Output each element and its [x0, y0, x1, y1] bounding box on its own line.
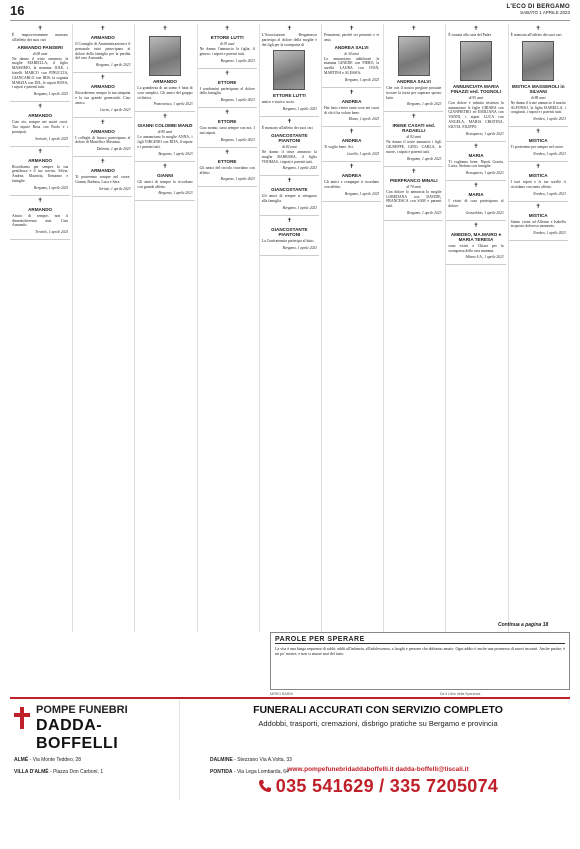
address-street: - Piazza Don Carboni, 1: [50, 769, 104, 775]
cross-icon: ✝: [411, 26, 417, 32]
ad-address: [14, 756, 81, 765]
notice-body: Gli amici del circolo ricordano con affetto.: [199, 165, 255, 175]
deceased-name: ANDREA: [341, 173, 362, 179]
deceased-name: MISTICA: [528, 172, 548, 178]
notice-body: Il Consiglio di Amministrazione e il personale tutto partecipano al dolore della famiglia per la perdita del caro Armando.: [75, 42, 131, 61]
deceased-age: di 92 anni: [406, 135, 422, 140]
obituary-column: [508, 24, 568, 632]
deceased-age: di 80 anni: [157, 130, 173, 135]
ad-address: [210, 768, 289, 777]
notice-place-date: Brusaporto, 1 aprile 2023: [466, 171, 504, 176]
notice-body: Gli amici e compagni ti ricordano con affetto.: [324, 180, 380, 189]
notice-body: sono vicini a Chiara per la scomparsa della cara mamma.: [448, 243, 504, 253]
cross-icon: ✝: [286, 178, 292, 185]
notice-place-date: Curno, 1 aprile 2023: [100, 107, 131, 112]
obituary-notice: [135, 112, 194, 161]
obituary-notice: [446, 221, 505, 266]
notice-body: Amico di sempre, non ti dimenticheremo mai. Ciao Armando.: [12, 213, 69, 228]
obituary-notice: [322, 24, 381, 88]
notice-body: I vicini di casa partecipano al dolore.: [448, 199, 504, 208]
deceased-name: GIANNI: [156, 172, 174, 178]
notice-place-date: Bergamo, 1 aprile 2023: [220, 137, 255, 142]
notice-body: I colleghi di lavoro partecipano al dolore di Mariella e Massimo.: [75, 135, 131, 145]
notice-body: Gli amici di sempre lo ricordano con grande affetto.: [137, 179, 193, 189]
parole-text: La vita è una lunga sequenza di addii: addii all'infanzia, all'adolescenza, a luoghi e persone che abbiamo amato. Ogni addio è anche una promessa di nuovi incontri. Anche partire, è un po' morire, e non si muore mai del tutto.: [275, 646, 565, 656]
cross-icon: ✝: [224, 26, 230, 32]
ad-website[interactable]: www.pompefunebridaddaboffelli.it dadda-boffelli@tiscali.it: [287, 766, 469, 773]
cross-icon: ✝: [100, 26, 106, 32]
notice-body: Ti porteremo per sempre nel cuore.: [510, 145, 565, 150]
cross-icon: ✝: [162, 26, 168, 32]
obituary-notice: [73, 73, 132, 117]
cross-icon: ✝: [473, 143, 479, 150]
address-street: - Via Monte Teddeo, 28: [29, 757, 82, 763]
obituary-notice: [73, 118, 132, 158]
address-city: DALMINE: [210, 757, 233, 763]
funeral-home-ad: [10, 700, 570, 842]
notice-intro: È tornata alla casa del Padre: [448, 33, 492, 37]
deceased-name: MISTICA: [528, 138, 548, 144]
notice-body: Siamo vicini ad Alfonso e Isabella in questo doloroso momento.: [510, 219, 566, 229]
deceased-name: ARMANDO: [28, 206, 53, 212]
address-street: - Via Lega Lombarda, 64: [233, 769, 289, 775]
notice-place-date: Bergamo, 1 aprile 2023: [158, 151, 193, 156]
deceased-age: di 95 anni: [468, 95, 484, 100]
notice-body: Lo annunciano la moglie ANNA, i figli VIRGINIO con RITA, il nipote e i parenti tutti.: [137, 135, 193, 149]
obituary-notice: [135, 162, 194, 202]
cross-icon: ✝: [162, 163, 168, 170]
notice-place-date: Nembro, 1 aprile 2023: [533, 117, 566, 122]
deceased-age: di 82 anni: [282, 144, 297, 149]
cross-icon: ✝: [224, 70, 230, 77]
deceased-name: ETTORE LUTTI: [272, 93, 306, 99]
deceased-age: di 34 anni: [344, 51, 359, 56]
deceased-age: di 88 anni: [530, 95, 546, 100]
notice-intro: L'Associazione Bergamasca partecipa al dolore della moglie e dei figli per la scomparsa di: [261, 33, 317, 47]
notice-body: Ne danno il triste annuncio il marito ALFONSO, la figlia ISABELLA, i congiunti, i nipoti e i parenti tutti.: [510, 100, 566, 115]
cross-icon: ✝: [224, 110, 230, 117]
cross-icon: ✝: [535, 129, 541, 136]
notice-place-date: Bergamo, 1 aprile 2023: [282, 245, 317, 250]
deceased-name: ETTORE LUTTI: [210, 35, 244, 40]
deceased-age: di 68 anni: [32, 51, 48, 56]
obituary-notice: [446, 24, 505, 142]
notice-body: Ti porteremo sempre nel cuore. Gianni, Barbara, Luca e Sara.: [75, 175, 131, 184]
obituary-column: [72, 24, 132, 632]
notice-place-date: Dalmine, 1 aprile 2023: [96, 147, 131, 152]
notice-place-date: Bergamo, 1 aprile 2023: [96, 63, 131, 68]
deceased-name: MISTICA: [528, 212, 548, 218]
brand-main: DADDA-BOFFELLI: [36, 717, 119, 752]
parole-per-sperare-box: [270, 632, 570, 690]
obituary-notice: [198, 69, 257, 109]
cross-icon: ✝: [411, 168, 417, 175]
notice-place-date: Bergamo, 1 aprile 2023: [220, 58, 255, 63]
phone-icon: [258, 779, 272, 793]
notice-body: La Confraternita partecipa al lutto.: [261, 238, 315, 243]
notice-place-date: Bergamo, 1 aprile 2023: [407, 210, 442, 215]
cross-icon: ✝: [224, 149, 230, 156]
cross-icon: ✝: [37, 104, 43, 111]
notice-place-date: Bergamo, 1 aprile 2023: [33, 185, 69, 190]
deceased-name: AMEDEO, MA.MAIRO e MARIA TERESA: [450, 231, 502, 242]
cross-icon: ✝: [286, 119, 292, 126]
parole-title: PAROLE PER SPERARE: [275, 636, 565, 644]
obituary-notice: [446, 181, 505, 221]
brand-top: POMPE FUNEBRI: [36, 704, 128, 716]
cross-icon: ✝: [349, 26, 355, 32]
obituary-column: [259, 24, 319, 632]
parole-credit-left: NERIO BARNI: [270, 692, 293, 696]
obituary-notice: [509, 162, 568, 202]
obituary-notice: [198, 148, 257, 188]
notice-place-date: Lavello, 1 aprile 2023: [347, 152, 380, 157]
notice-body: Lo annunciano addolorati la mamma GINEDE con PIERO, la sorella LAURA con IVAN, MARTINA e ALESSIA.: [324, 56, 380, 75]
masthead: [506, 4, 570, 15]
notice-intro: È mancato all'affetto dei suoi cari: [261, 126, 313, 131]
deceased-name: GIANCOSTANTE: [271, 187, 308, 193]
notice-body: I condomini partecipano al dolore della famiglia.: [199, 86, 255, 96]
ad-address: [210, 756, 292, 765]
notice-place-date: Treviolo, 1 aprile 2023: [35, 230, 69, 235]
obituary-notice: [446, 142, 505, 182]
parole-credit-right: Da Il Libro della Speranza: [440, 692, 481, 696]
obituary-notice: [509, 127, 568, 162]
cross-icon: ✝: [535, 203, 541, 210]
notice-body: Ricordiamo per sempre la tua gentilezza e il tuo sorriso. Silvia, Andrea, Maurizia, Ermanno e famiglie.: [12, 164, 69, 183]
deceased-name: ANDREA: [341, 98, 362, 104]
notice-place-date: Bergamo, 1 aprile 2023: [282, 107, 317, 112]
deceased-name: ARMANDO: [152, 79, 177, 84]
deceased-name: MISTICA MASSEROLI in SILVANI: [511, 83, 565, 94]
cross-icon: ✝: [37, 148, 43, 155]
notice-body: Ne danno il triste annuncio la moglie MARIELLA, il figlio MASSIMO, la mamma JOLE, i fratelli MARCO con PINUCCIA, GIANCARLO con IRIS, la cognata MARZIA con DIL, le nipoti ROSA, i nipoti e parenti tutti.: [12, 56, 69, 90]
page-header: [10, 3, 570, 21]
deceased-name: ETTORE: [217, 119, 237, 125]
deceased-name: ARMANDO: [28, 113, 53, 119]
notice-place-date: Bergamo, 1 aprile 2023: [220, 177, 255, 182]
obituary-notice: [198, 24, 257, 69]
deceased-name: ETTORE: [217, 79, 237, 85]
ad-top-rule: [10, 697, 570, 699]
obituary-notice: [260, 117, 319, 176]
cross-icon: ✝: [37, 197, 43, 204]
cross-icon: ✝: [473, 183, 479, 190]
notice-place-date: Albano S.A., 1 aprile 2023: [465, 255, 504, 260]
obituary-notice: [73, 24, 132, 73]
notice-body: Ciao zio, sempre nei nostri cuori. Tua nipote Rosa con Paolo e i pronipoti.: [12, 120, 69, 134]
deceased-photo: [273, 50, 305, 90]
notice-place-date: Nembro, 1 aprile 2023: [533, 231, 566, 236]
notice-body: Ne danno il triste annuncio la moglie BARBARA, il figlio THOMAS, i nipoti e parenti tutti.: [261, 149, 317, 164]
obituary-notice: [322, 127, 381, 162]
deceased-photo: [398, 36, 430, 76]
obituary-notice: [260, 176, 319, 216]
deceased-name: ANDREA: [341, 138, 362, 144]
page-number: 16: [10, 3, 25, 18]
notice-body: amico e storico socio.: [261, 100, 295, 105]
obituary-notice: [135, 24, 194, 112]
deceased-name: ARMANDO: [28, 157, 53, 163]
notice-body: Con dolore e infinita tristezza la annunciano le figlie CHIARA con GIANPIETRO ed EMILIANA con VANNI, i nipoti LUCA con ANGELA, MARIA CRISTINA, SILVIA, FILIPPO.: [448, 100, 504, 129]
cross-icon: ✝: [535, 163, 541, 170]
cross-icon: ✝: [473, 26, 479, 32]
obituary-column: [197, 24, 257, 632]
notice-body: Gli amici di sempre si stringono alla famiglia.: [261, 194, 317, 204]
notice-body: Ne danno il triste annuncio i figli GIUSEPPE, GINO, CARLA, le nuore, i nipoti e parenti tutti.: [386, 140, 442, 154]
cross-icon: ✝: [286, 217, 292, 224]
ad-phone-line: [186, 776, 570, 797]
obituary-column: [445, 24, 505, 632]
notice-place-date: Bergamo, 1 aprile 2023: [407, 156, 442, 161]
notice-place-date: Sorisole, 1 aprile 2023: [35, 136, 69, 141]
ad-brand: [10, 700, 180, 800]
notice-body: Ti voglio bene. Ari.: [324, 145, 354, 150]
deceased-name: ARMANDO: [90, 168, 115, 174]
obituary-notice: [260, 24, 319, 117]
continued-note: Continua a pagina 18: [498, 622, 549, 628]
notice-body: La grandezza di un uomo è fatta di cose semplici. Gli amici del gruppo ciclistico.: [137, 86, 193, 100]
notice-body: Ciao nonno, sarai sempre con noi. I tuoi nipoti.: [199, 126, 255, 135]
cross-icon: ✝: [349, 89, 355, 96]
obituary-notice: [384, 167, 443, 221]
deceased-name: ARMANDO: [90, 35, 115, 40]
notice-place-date: Bergamo, 1 aprile 2023: [158, 191, 193, 196]
notice-place-date: Bergamo, 1 aprile 2023: [344, 191, 380, 196]
obituary-notice: [10, 102, 70, 146]
deceased-photo: [522, 41, 554, 81]
notice-body: Ti vogliamo bene. Nipoti Grazia, Lucia, Stefano con famiglie.: [448, 159, 504, 169]
notice-place-date: Nembro, 1 aprile 2023: [533, 191, 566, 196]
notice-intro: Pensatemi, perché sei presente e vi amo.: [324, 33, 380, 42]
deceased-name: ARMANDO: [90, 84, 115, 90]
ad-headline-block: [186, 700, 570, 760]
notice-body: Ricorderemo sempre la tua simpatia e la tua grande generosità. Ciao amico.: [75, 91, 131, 105]
obituary-notice: [509, 202, 568, 242]
address-city: ALMÈ: [14, 757, 29, 763]
obituary-notice: [384, 24, 443, 112]
deceased-name: IRENE CASATI ved. RADAELLI: [392, 123, 436, 134]
cross-icon: ✝: [37, 26, 43, 32]
notice-body: Che con il nostro pregiare possiate trovare la forza per superare questo lutto.: [386, 86, 442, 100]
cross-icon: ✝: [100, 159, 106, 166]
cross-icon: ✝: [473, 222, 479, 229]
deceased-name: GIANNI COLOMBI MANZI: [137, 123, 193, 129]
obituary-notice: [509, 24, 568, 127]
cross-icon: ✝: [535, 26, 541, 32]
deceased-photo: [460, 41, 492, 81]
deceased-name: ANNUNCIATA MARIA FINAZZI ved. TOGNOLI: [450, 83, 502, 94]
deceased-name: ETTORE: [217, 158, 237, 164]
notice-place-date: Bergamo, 1 aprile 2023: [344, 77, 380, 82]
cross-icon: ✝: [162, 114, 168, 121]
deceased-age: di 70 anni: [406, 184, 422, 189]
address-city: PONTIDA: [210, 769, 233, 775]
cross-icon: ✝: [286, 26, 292, 32]
cross-icon: ✝: [100, 119, 106, 126]
deceased-name: ARMANDO PANSERI: [17, 44, 63, 50]
notice-place-date: Grassobbio, 1 aprile 2023: [465, 210, 504, 215]
deceased-name: ANDREA SALVI: [334, 44, 369, 50]
obituary-notice: [10, 196, 70, 240]
notice-place-date: Seriate, 1 aprile 2023: [99, 186, 131, 191]
publication-date: SABATO 1 APRILE 2023: [520, 10, 570, 15]
cross-logo-icon: [12, 706, 32, 730]
obituary-notice: [260, 216, 319, 256]
notice-place-date: Bergamo, 1 aprile 2023: [282, 205, 317, 210]
notice-body: Con dolore lo annuncia la moglie LOREDANA con DAVIDE, FRANCESCA con SAM e parenti tutti.: [386, 189, 442, 209]
obituary-notice: [198, 108, 257, 148]
deceased-name: GIANCOSTANTE PIANTONI: [271, 132, 308, 143]
deceased-name: PIERFRANCO MINALI: [390, 177, 438, 183]
deceased-name: ANDREA SALVI: [396, 79, 431, 84]
deceased-name: GIANCOSTANTE PIANTONI: [271, 226, 308, 237]
obituary-notice: [10, 24, 70, 102]
address-city: VILLA D'ALMÈ: [14, 769, 49, 775]
deceased-name: MARIA: [468, 192, 484, 198]
obituary-notice: [322, 88, 381, 128]
obituary-notice: [73, 157, 132, 197]
obituary-column: [134, 24, 194, 632]
obituary-notice: [322, 162, 381, 202]
obituary-column: [383, 24, 443, 632]
ad-subline: Addobbi, trasporti, cremazioni, disbrigo pratiche su Bergamo e provincia: [258, 719, 498, 728]
notice-body: I tuoi nipoti e le tue sorelle ti ricordano con tanto affetto.: [510, 179, 566, 189]
ad-headline: FUNERALI ACCURATI CON SERVIZIO COMPLETO: [253, 704, 503, 716]
address-street: - Stezzano Via A.Volta, 33: [234, 757, 292, 763]
deceased-photo: [149, 36, 181, 76]
notice-body: Hai fatto vivere tante cose nei cuori di chi ti ha voluto bene.: [324, 105, 380, 115]
cross-icon: ✝: [411, 114, 417, 121]
ad-phone-number[interactable]: 035 541629 / 335 7205074: [275, 776, 499, 796]
notice-body: Ne danno l'annuncio la figlia, il genero, i nipoti e parenti tutti.: [199, 47, 255, 56]
notice-intro: È improvvisamente mancato all'affetto dei suoi cari: [12, 33, 69, 42]
cross-icon: ✝: [100, 75, 106, 82]
cross-icon: ✝: [349, 129, 355, 136]
notice-place-date: Bergamo, 1 aprile 2023: [220, 98, 255, 103]
notice-place-date: Nembro, 1 aprile 2023: [533, 151, 566, 156]
notice-place-date: Bergamo, 1 aprile 2023: [407, 102, 442, 107]
obituary-notice: [384, 112, 443, 166]
deceased-age: di 93 anni: [219, 42, 235, 46]
notice-place-date: Ponteranica, 1 aprile 2023: [153, 102, 193, 107]
notice-place-date: Bergamo, 1 aprile 2023: [282, 166, 317, 171]
notice-place-date: Brusaporto, 1 aprile 2023: [466, 131, 504, 136]
cross-icon: ✝: [349, 164, 355, 171]
deceased-name: MARIA: [468, 152, 484, 158]
obituary-columns: [10, 24, 570, 632]
publication-name: L'ECO DI BERGAMO: [506, 4, 570, 10]
notice-place-date: Bergamo, 1 aprile 2023: [33, 92, 69, 97]
obituary-notice: [10, 147, 70, 196]
obituary-column: [321, 24, 381, 632]
notice-place-date: Mozzo, 1 aprile 2023: [348, 117, 380, 122]
deceased-name: ARMANDO: [90, 128, 115, 134]
obituary-column: [10, 24, 70, 632]
notice-intro: È mancato all'affetto dei suoi cari: [510, 33, 562, 37]
ad-address: [14, 768, 103, 777]
